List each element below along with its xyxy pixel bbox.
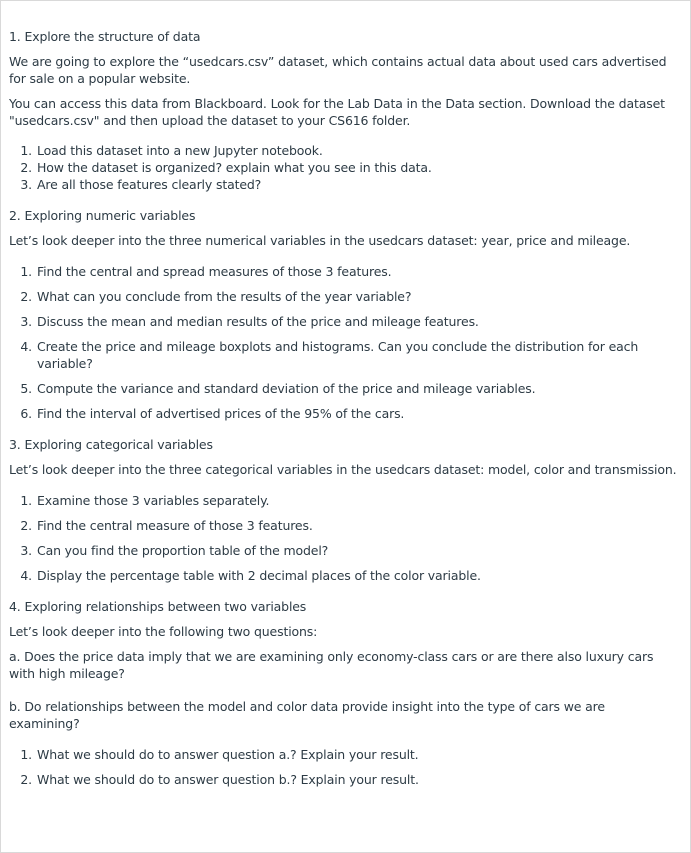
list-item: 4. Display the percentage table with 2 decimal places of the color variable. bbox=[20, 568, 481, 583]
section-2-heading: 2. Exploring numeric variables bbox=[9, 208, 196, 223]
section-3-intro: Let’s look deeper into the three categorical variables in the usedcars dataset: model, color and transmission. bbox=[9, 462, 677, 477]
list-item: 1. What we should do to answer question a.? Explain your result. bbox=[20, 747, 419, 762]
section-3-task-list bbox=[9, 492, 677, 584]
list-item: 3. Discuss the mean and median results of the price and mileage features. bbox=[20, 314, 479, 329]
section-3-heading: 3. Exploring categorical variables bbox=[9, 437, 213, 452]
list-item: 2. Find the central measure of those 3 features. bbox=[20, 518, 313, 533]
section-1-task-list bbox=[9, 142, 677, 193]
list-item: 4. Create the price and mileage boxplots and histograms. Can you conclude the distribution for each variable? bbox=[20, 339, 639, 371]
list-item: 3. Are all those features clearly stated? bbox=[20, 177, 262, 192]
section-1-heading: 1. Explore the structure of data bbox=[9, 29, 201, 44]
document-body bbox=[9, 28, 677, 797]
question-b: b. Do relationships between the model and color data provide insight into the type of cars we are examining? bbox=[9, 699, 605, 731]
list-item: 5. Compute the variance and standard deviation of the price and mileage variables. bbox=[20, 381, 536, 396]
section-4-intro: Let’s look deeper into the following two questions: bbox=[9, 624, 318, 639]
question-a: a. Does the price data imply that we are examining only economy-class cars or are there also luxury cars with high mileage? bbox=[9, 649, 654, 681]
list-item: 2. How the dataset is organized? explain what you see in this data. bbox=[20, 160, 432, 175]
list-item: 2. What we should do to answer question b.? Explain your result. bbox=[20, 772, 419, 787]
list-item: 2. What can you conclude from the results of the year variable? bbox=[20, 289, 412, 304]
list-item: 1. Find the central and spread measures of those 3 features. bbox=[20, 264, 392, 279]
list-item: 6. Find the interval of advertised prices of the 95% of the cars. bbox=[20, 406, 405, 421]
list-item: 1. Examine those 3 variables separately. bbox=[20, 493, 270, 508]
section-4-task-list bbox=[9, 746, 677, 788]
section-1-intro: We are going to explore the “usedcars.csv” dataset, which contains actual data about used cars advertised for sale on a popular website. bbox=[9, 54, 667, 86]
section-2-task-list bbox=[9, 263, 677, 422]
list-item: 3. Can you find the proportion table of the model? bbox=[20, 543, 329, 558]
section-1-access-note: You can access this data from Blackboard. Look for the Lab Data in the Data section. Download the dataset "usedcars.csv" and then upload the dataset to your CS616 folder. bbox=[9, 96, 665, 128]
section-4-heading: 4. Exploring relationships between two variables bbox=[9, 599, 307, 614]
section-2-intro: Let’s look deeper into the three numerical variables in the usedcars dataset: year, price and mileage. bbox=[9, 233, 631, 248]
list-item: 1. Load this dataset into a new Jupyter notebook. bbox=[20, 143, 323, 158]
